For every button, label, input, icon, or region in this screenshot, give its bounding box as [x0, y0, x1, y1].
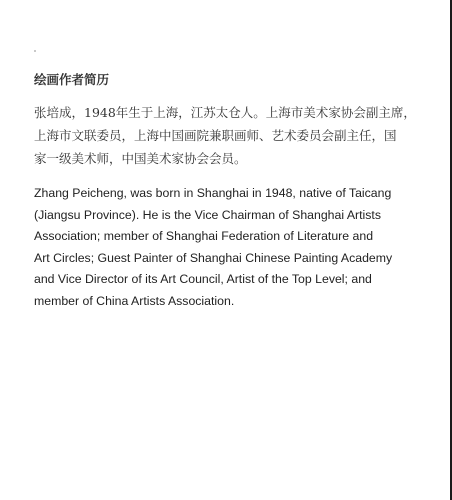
bio-chinese-paragraph: [34, 101, 418, 170]
bio-chinese-line: 张培成，1948年生于上海，江苏太仓人。上海市美术家协会副主席，: [34, 105, 416, 120]
page-speck: [34, 50, 36, 52]
bio-chinese-line: 家一级美术师，中国美术家协会会员。: [34, 151, 247, 166]
bio-english-line: Association; member of Shanghai Federation of Literature and: [34, 229, 374, 243]
bio-heading: 绘画作者简历: [34, 72, 110, 87]
bio-english-line: Art Circles; Guest Painter of Shanghai Chinese Painting Academy: [34, 250, 393, 265]
bio-chinese-line: 上海市文联委员，上海中国画院兼职画师、艺术委员会副主任，国: [34, 128, 397, 143]
bio-english-line: (Jiangsu Province). He is the Vice Chairman of Shanghai Artists: [34, 207, 381, 222]
bio-english-line: Zhang Peicheng, was born in Shanghai in 1948, native of Taicang: [34, 186, 392, 200]
bio-english-line: and Vice Director of its Art Council, Artist of the Top Level; and: [34, 272, 372, 286]
bio-english-paragraph: [34, 183, 434, 312]
bio-english-line: member of China Artists Association.: [34, 293, 235, 308]
